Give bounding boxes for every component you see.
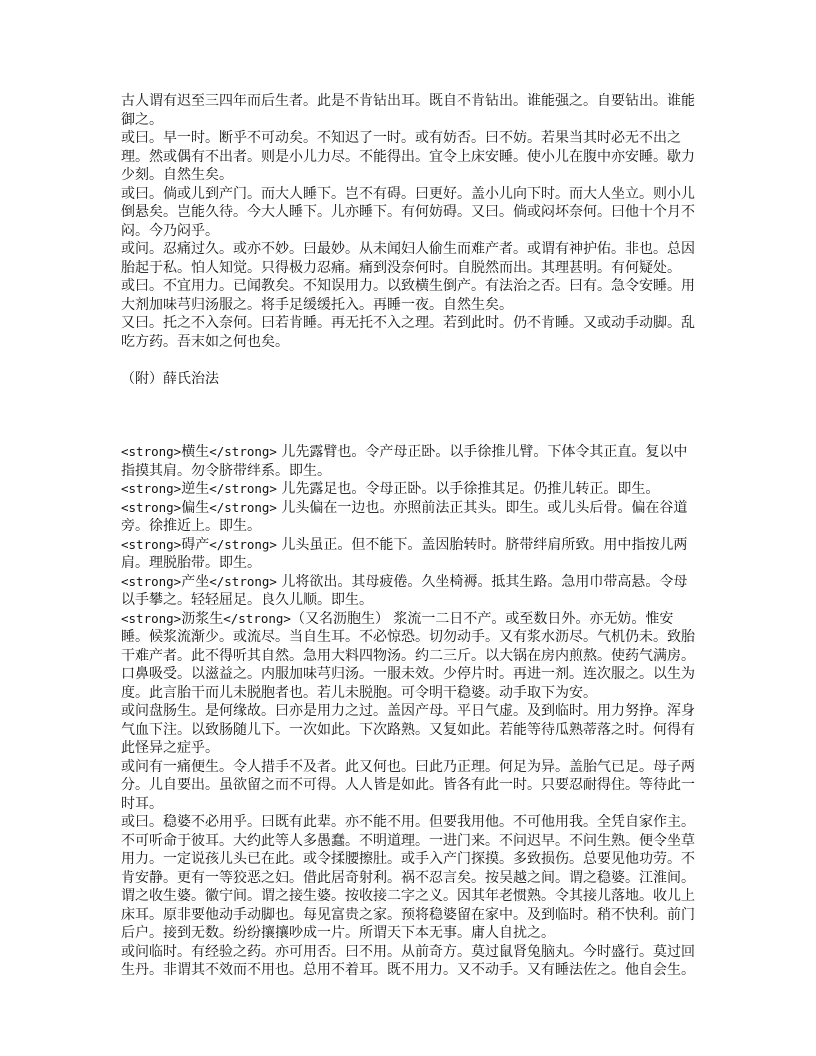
paragraph: 或曰。稳婆不必用乎。曰既有此辈。亦不能不用。但要我用他。不可他用我。全凭自家作主。不可听命于彼耳。大约此等人多愚蠢。不明道理。一进门来。不问迟早。不问生熟。便令坐草用力。一定说孩儿头已在此。或令揉腰擦肚。或手入产门探摸。多致损伤。总要见他功劳。不肯安静。更有一等狡恶之妇。借此居奇射利。祸不忍言矣。按吴越之间。谓之稳婆。江淮间。谓之收生婆。徽宁间。谓之接生婆。按收接二字之义。因其年老惯熟。令其接儿落地。收儿上床耳。原非要他动手动脚也。每见富贵之家。预将稳婆留在家中。及到临时。稍不快利。前门后户。接到无数。纷纷攘攘吵成一片。所谓天下本无事。庸人自扰之。 <box>121 814 695 941</box>
method-text: 儿先露足也。令母正卧。以手徐推其足。仍推儿转正。即生。 <box>276 481 660 497</box>
tag-close: </strong> <box>209 573 277 589</box>
tag-close: </strong> <box>209 536 277 552</box>
method-term: 碍产 <box>181 536 210 553</box>
closing-section <box>121 702 699 980</box>
method-term: 逆生 <box>181 481 210 497</box>
method-term: 沥浆生 <box>181 610 224 627</box>
method-entry <box>121 610 699 703</box>
tag-open: <strong> <box>121 481 182 496</box>
paragraph: 或曰。倘或儿到产门。而大人睡下。岂不有碍。曰更好。盖小儿向下时。而大人坐立。则小儿倒悬矣。岂能久待。今大人睡下。儿亦睡下。有何妨碍。又曰。倘或闷坏奈何。曰他十个月不闷。今乃闷乎。 <box>121 185 695 239</box>
tag-open: <strong> <box>121 444 182 459</box>
method-text: 儿将欲出。其母疲倦。久坐椅褥。抵其生路。急用巾带高悬。令母以手攀之。轻轻屈足。良久儿顺。即生。 <box>121 573 688 608</box>
tag-close: </strong> <box>209 481 277 496</box>
method-entry <box>121 443 699 480</box>
paragraph: 又曰。托之不入奈何。曰若肯睡。再无托不入之理。若到此时。仍不肯睡。又或动手动脚。乱吃方药。吾末如之何也矣。 <box>121 315 695 350</box>
paragraph: 或问临时。有经验之药。亦可用否。曰不用。从前奇方。莫过鼠肾兔脑丸。今时盛行。莫过回生丹。非谓其不效而不用也。总用不着耳。既不用力。又不动手。又有睡法佐之。他自会生。 <box>121 943 695 978</box>
tag-open: <strong> <box>121 573 182 589</box>
method-entry <box>121 573 699 610</box>
paragraph: 或问盘肠生。是何缘故。曰亦是用力之过。盖因产母。平日气虚。及到临时。用力努挣。浑身气血下注。以致肠随儿下。一次如此。下次路熟。又复如此。若能等待瓜熟蒂落之时。何得有此怪异之症乎。 <box>121 703 695 756</box>
method-entry <box>121 480 699 499</box>
tag-close: </strong> <box>223 610 291 626</box>
section-heading: （附）薛氏治法 <box>121 370 219 387</box>
document-body <box>121 92 699 980</box>
method-note: （又名沥胞生） <box>290 610 389 627</box>
tag-open: <strong> <box>121 610 182 626</box>
paragraph: 或问。忍痛过久。或亦不妙。曰最妙。从未闻妇人偷生而难产者。或谓有神护佑。非也。总因胎起于私。怕人知觉。只得极力忍痛。痛到没奈何时。自脱然而出。其理甚明。有何疑处。 <box>121 241 695 276</box>
method-text: 儿先露臂也。令产母正卧。以手徐推儿臂。下体令其正直。复以中指摸其肩。勿令脐带绊系。即生。 <box>121 444 688 479</box>
paragraph: 或曰。早一时。断乎不可动矣。不知迟了一时。或有妨否。曰不妨。若果当其时必无不出之理。然或偶有不出者。则是小儿力尽。不能得出。宜令上床安睡。使小儿在腹中亦安睡。歇力少刻。自然生矣。 <box>121 130 695 183</box>
method-text: 儿头虽正。但不能下。盖因胎转时。脐带绊肩所致。用中指按儿两肩。理脱胎带。即生。 <box>121 536 688 571</box>
tag-open: <strong> <box>121 536 182 552</box>
tag-close: </strong> <box>209 499 277 515</box>
methods-section <box>121 443 699 702</box>
paragraph: 或曰。不宜用力。已闻教矣。不知误用力。以致横生倒产。有法治之否。曰有。急令安睡。用大剂加味芎归汤服之。将手足缓缓托入。再睡一夜。自然生矣。 <box>121 278 695 313</box>
method-text: 儿头偏在一边也。亦照前法正其头。即生。或儿头后骨。偏在谷道旁。徐推近上。即生。 <box>121 499 688 534</box>
paragraph: 古人谓有迟至三四年而后生者。此是不肯钻出耳。既自不肯钻出。谁能强之。自要钻出。谁能御之。 <box>121 93 695 128</box>
tag-close: </strong> <box>209 444 277 459</box>
tag-open: <strong> <box>121 499 182 515</box>
method-term: 偏生 <box>181 499 210 516</box>
spacer <box>121 388 699 443</box>
method-term: 产坐 <box>181 573 210 590</box>
intro-section <box>121 92 699 351</box>
paragraph: 或问有一痛便生。令人措手不及者。此又何也。曰此乃正理。何足为异。盖胎气已足。母子两分。儿自要出。虽欲留之而不可得。人人皆是如此。皆各有此一时。只要忍耐得住。等待此一时耳。 <box>121 758 695 812</box>
method-term: 横生 <box>181 444 210 460</box>
method-text: 浆流一二日不产。或至数日外。亦无妨。惟安睡。候浆流渐少。或流尽。当自生耳。不必惊恐。切勿动手。又有浆水沥尽。气机仍未。致胎干难产者。此不得听其自然。急用大料四物汤。约二三斤。以大锅在房内煎熬。使药气满房。口鼻吸受。以滋益之。内服加味芎归汤。一服未效。少停片时。再进一剂。连次服之。以生为度。此言胎干而儿未脱胞者也。若儿未脱胞。可令明干稳婆。动手取下为安。 <box>121 610 695 701</box>
method-entry <box>121 499 699 536</box>
method-entry <box>121 536 699 573</box>
